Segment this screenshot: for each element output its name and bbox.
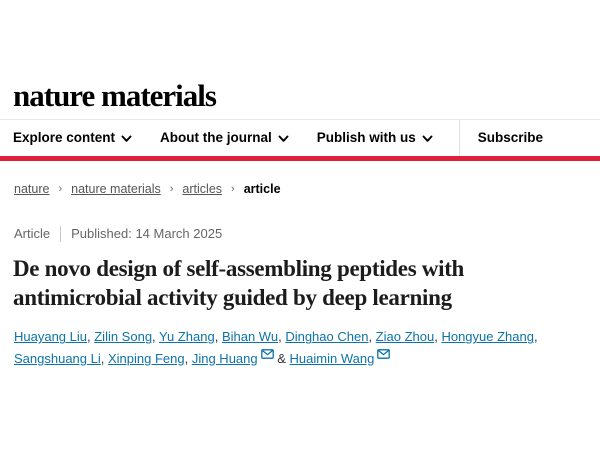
author-link-huaimin-wang[interactable]: Huaimin Wang [289,350,375,366]
breadcrumb-link-articles[interactable]: articles [182,181,223,196]
author-separator: , [152,329,160,345]
breadcrumb-separator: › [58,182,63,195]
chevron-down-icon [422,135,433,143]
author-link-huayang-liu[interactable]: Huayang Liu [14,329,87,345]
author-link-jing-huang[interactable]: Jing Huang [191,350,258,366]
breadcrumb-link-nature-materials[interactable]: nature materials [71,181,161,196]
breadcrumb-link-nature[interactable]: nature [14,181,50,196]
breadcrumb-separator: › [169,182,174,195]
author-link-xinping-feng[interactable]: Xinping Feng [107,350,185,366]
author-link-zilin-song[interactable]: Zilin Song [94,329,153,345]
author-link-yu-zhang[interactable]: Yu Zhang [159,329,215,345]
author-link-dinghao-chen[interactable]: Dinghao Chen [285,329,369,345]
article-type-label: Article [14,226,51,242]
author-separator: , [100,350,108,366]
email-envelope-icon[interactable] [377,349,390,359]
nav-item-about-the-journal[interactable] [160,130,289,145]
journal-navbar [0,119,600,156]
breadcrumb-separator: › [231,182,235,195]
author-separator: , [214,329,222,345]
article-meta [14,226,587,242]
article-title: De novo design of self-assembling peptides with antimicrobial activity guided by deep learning [13,255,465,310]
journal-header [0,0,600,119]
nav-items [13,120,433,156]
author-list [14,326,596,369]
email-envelope-icon[interactable] [261,349,274,359]
author-link-sangshuang-li[interactable]: Sangshuang Li [14,350,101,366]
author-separator: , [434,329,442,345]
breadcrumb-current: article [243,181,281,196]
journal-logo[interactable]: nature materials [13,78,216,113]
nav-item-label: Publish with us [316,130,416,146]
nav-item-explore-content[interactable] [13,130,132,145]
author-separator: , [533,329,538,345]
chevron-down-icon [278,135,289,143]
nav-divider [459,120,460,156]
published-date: Published: 14 March 2025 [71,226,223,242]
author-separator: , [278,329,286,345]
nav-item-label: Explore content [13,130,116,146]
author-separator: , [368,329,376,345]
author-link-hongyue-zhang[interactable]: Hongyue Zhang [441,329,534,345]
author-link-bihan-wu[interactable]: Bihan Wu [221,329,279,345]
author-ampersand: & [273,350,290,366]
nav-item-label: About the journal [160,130,272,146]
author-separator: , [184,350,192,366]
meta-divider [60,226,61,242]
author-link-ziao-zhou[interactable]: Ziao Zhou [375,329,435,345]
chevron-down-icon [121,135,132,143]
breadcrumb [0,161,600,196]
nav-subscribe-link[interactable]: Subscribe [477,130,544,146]
author-separator: , [87,329,95,345]
nav-item-publish-with-us[interactable] [317,130,433,145]
